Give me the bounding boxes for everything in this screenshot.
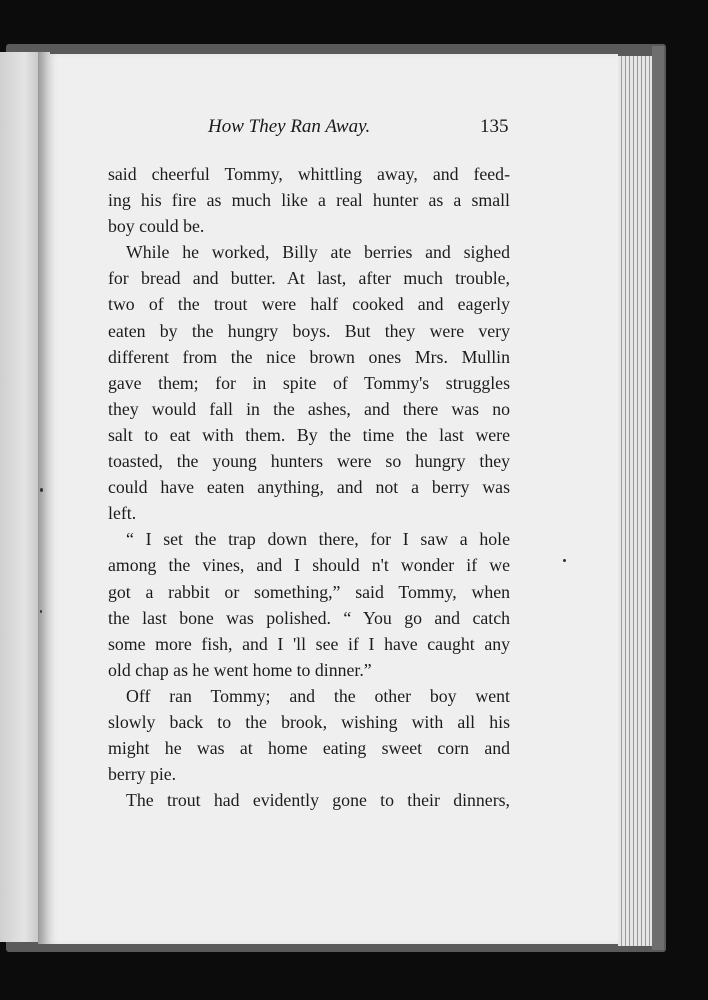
- running-title: How They Ran Away.: [208, 116, 371, 137]
- cover-right-edge: [652, 46, 664, 950]
- text-line: two of the trout were half cooked and eagerly: [108, 294, 510, 315]
- text-line: boy could be.: [108, 216, 205, 237]
- text-line: gave them; for in spite of Tommy's struggles: [108, 372, 510, 393]
- text-line: salt to eat with them. By the time the last were: [108, 424, 510, 445]
- body-text: [108, 161, 510, 813]
- running-head: [46, 116, 618, 146]
- text-line: they would fall in the ashes, and there was no: [108, 398, 510, 419]
- text-line: for bread and butter. At last, after much trouble,: [108, 268, 510, 289]
- text-line: among the vines, and I should n't wonder if we: [108, 555, 510, 576]
- text-line: slowly back to the brook, wishing with all his: [108, 711, 510, 732]
- text-line: ing his fire as much like a real hunter as a small: [108, 190, 510, 211]
- text-line: “ I set the trap down there, for I saw a hole: [126, 529, 510, 550]
- text-line: could have eaten anything, and not a berry was: [108, 477, 510, 498]
- text-line: left.: [108, 503, 137, 524]
- text-line: berry pie.: [108, 764, 177, 785]
- text-line: the last bone was polished. “ You go and catch: [108, 607, 510, 628]
- text-line: The trout had evidently gone to their dinners,: [126, 790, 510, 811]
- speck-mark: [40, 488, 43, 492]
- text-line: toasted, the young hunters were so hungry they: [108, 451, 510, 472]
- text-line: got a rabbit or something,” said Tommy, when: [108, 581, 510, 602]
- text-line: different from the nice brown ones Mrs. Mullin: [108, 346, 510, 367]
- text-line: eaten by the hungry boys. But they were very: [108, 320, 510, 341]
- speck-mark: [563, 559, 566, 562]
- text-line: said cheerful Tommy, whittling away, and feed-: [108, 164, 510, 184]
- text-line: While he worked, Billy ate berries and sighed: [126, 242, 510, 263]
- text-line: some more fish, and I 'll see if I have caught any: [108, 633, 510, 654]
- text-line: Off ran Tommy; and the other boy went: [126, 685, 510, 706]
- text-line: might he was at home eating sweet corn and: [108, 738, 510, 759]
- page-number: 135: [480, 116, 509, 137]
- text-line: old chap as he went home to dinner.”: [108, 659, 372, 680]
- speck-mark: [40, 610, 42, 613]
